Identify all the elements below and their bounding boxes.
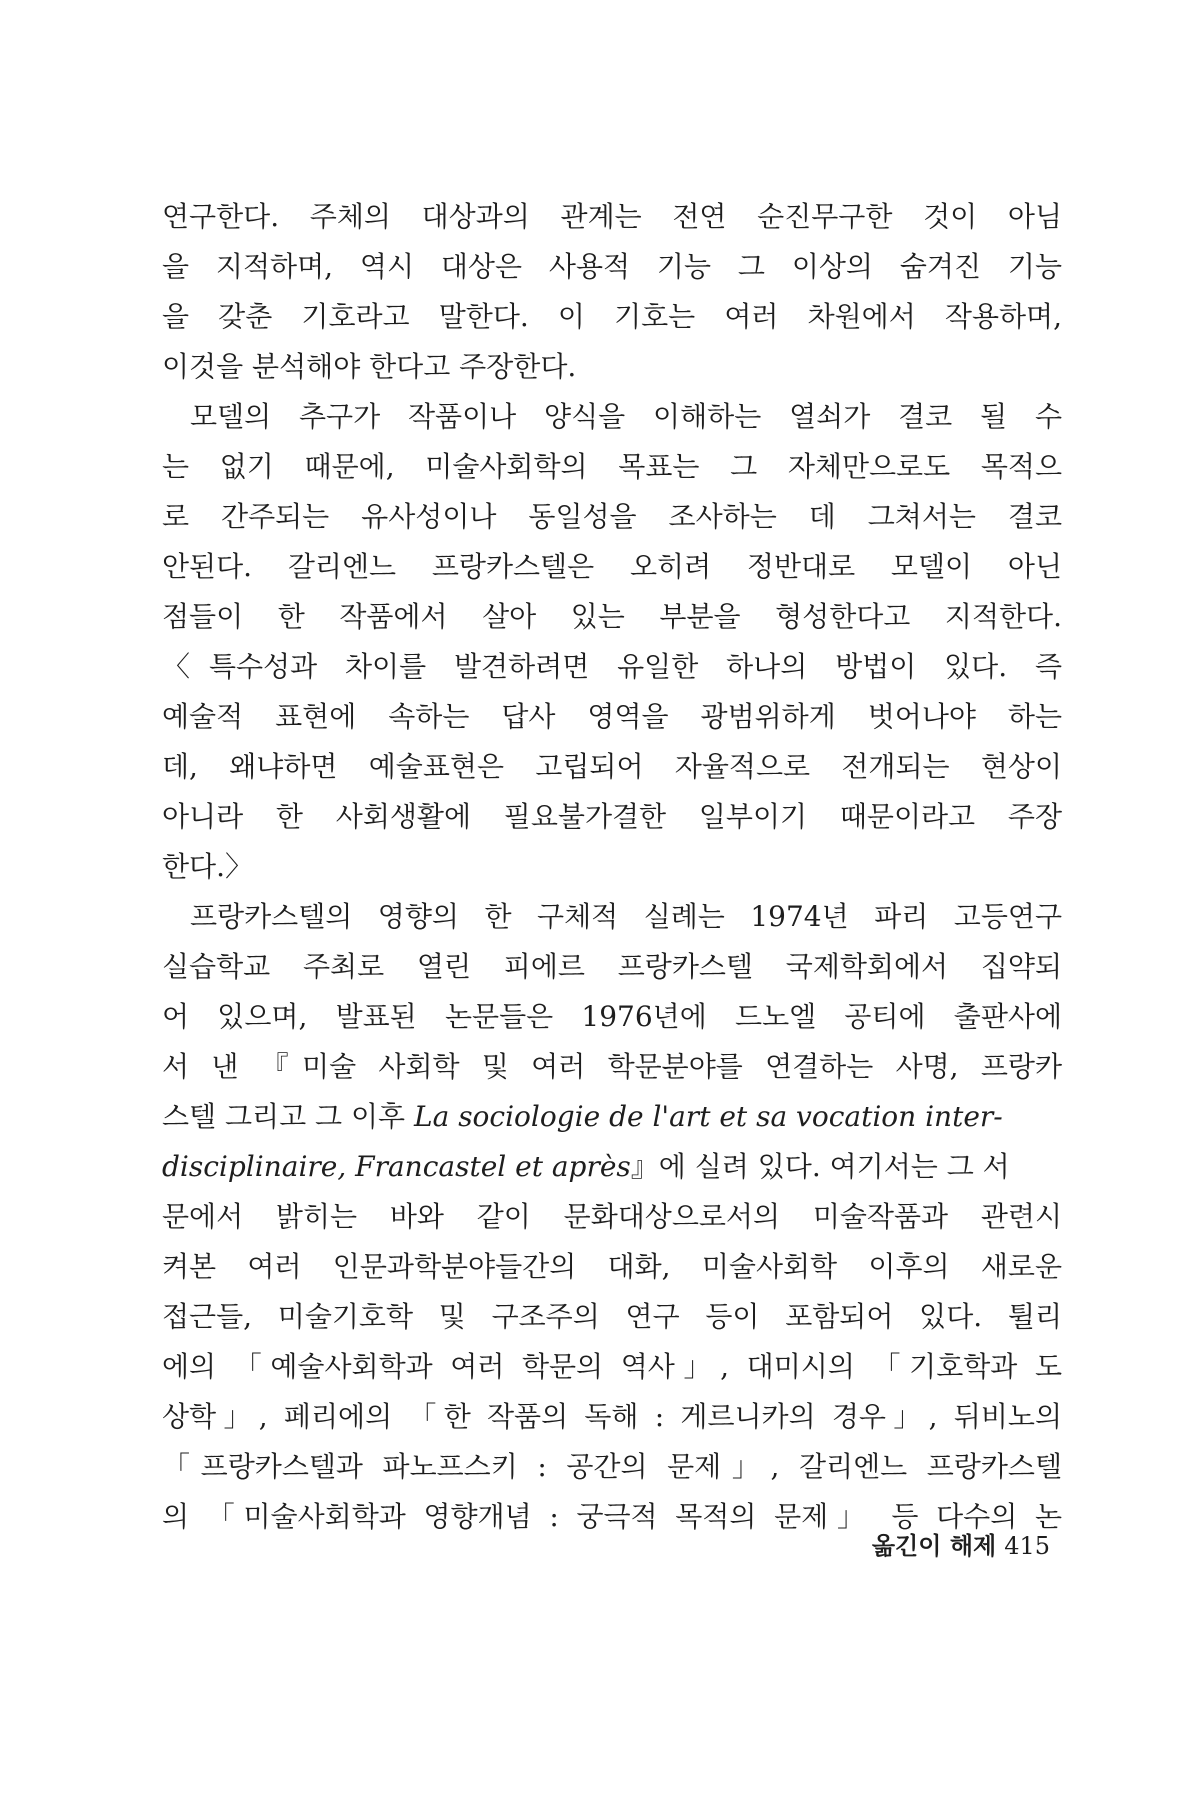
- text-line: 서 낸 『미술 사회학 및 여러 학문분야를 연결하는 사명, 프랑카: [162, 1050, 1062, 1083]
- text-line: 에의 「예술사회학과 여러 학문의 역사」, 대미시의 「기호학과 도: [162, 1350, 1062, 1383]
- text-segment: 』에 실려 있다. 여기서는 그 서: [630, 1150, 1010, 1183]
- quote-start-line: 〈특수성과 차이를 발견하려면 유일한 하나의 방법이 있다. 즉: [162, 650, 1062, 683]
- text-line: 로 간주되는 유사성이나 동일성을 조사하는 데 그쳐서는 결코: [162, 500, 1062, 533]
- text-line: 「프랑카스텔과 파노프스키 : 공간의 문제」, 갈리엔느 프랑카스텔: [162, 1450, 1062, 1483]
- text-line: 문에서 밝히는 바와 같이 문화대상으로서의 미술작품과 관련시: [162, 1200, 1062, 1233]
- text-line: 의 「미술사회학과 영향개념 : 궁극적 목적의 문제」 등 다수의 논: [162, 1500, 1062, 1533]
- text-line: 안된다. 갈리엔느 프랑카스텔은 오히려 정반대로 모델이 아닌: [162, 550, 1062, 583]
- text-line: 는 없기 때문에, 미술사회학의 목표는 그 자체만으로도 목적으: [162, 450, 1062, 483]
- text-line: 켜본 여러 인문과학분야들간의 대화, 미술사회학 이후의 새로운: [162, 1250, 1062, 1283]
- page-footer: [760, 1526, 1050, 1561]
- text-line: 을 지적하며, 역시 대상은 사용적 기능 그 이상의 숨겨진 기능: [162, 250, 1062, 283]
- french-title-part1: La sociologie de l'art et sa vocation inter-: [414, 1100, 1003, 1133]
- text-line: 예술적 표현에 속하는 답사 영역을 광범위하게 벗어나야 하는: [162, 700, 1062, 733]
- french-title-part2: disciplinaire, Francastel et après: [162, 1150, 631, 1183]
- text-line: 점들이 한 작품에서 살아 있는 부분을 형성한다고 지적한다.: [162, 600, 1062, 633]
- text-line: 한다.〉: [162, 850, 253, 883]
- text-line: 연구한다. 주체의 대상과의 관계는 전연 순진무구한 것이 아님: [162, 200, 1062, 233]
- paragraph-start-line: 모델의 추구가 작품이나 양식을 이해하는 열쇠가 결코 될 수: [190, 400, 1062, 433]
- text-line: 이것을 분석해야 한다고 주장한다.: [162, 350, 577, 383]
- text-line-mixed: [162, 1092, 1062, 1142]
- text-line: 아니라 한 사회생활에 필요불가결한 일부이기 때문이라고 주장: [162, 800, 1062, 833]
- text-line: 상학」, 페리에의 「한 작품의 독해 : 게르니카의 경우」, 뒤비노의: [162, 1400, 1062, 1433]
- text-line: 실습학교 주최로 열린 피에르 프랑카스텔 국제학회에서 집약되: [162, 950, 1062, 983]
- body-text: [162, 192, 1062, 1542]
- text-line: 어 있으며, 발표된 논문들은 1976년에 드노엘 공티에 출판사에: [162, 1000, 1062, 1033]
- text-line-mixed: [162, 1142, 1062, 1192]
- text-line: 을 갖춘 기호라고 말한다. 이 기호는 여러 차원에서 작용하며,: [162, 300, 1062, 333]
- paragraph-start-line: 프랑카스텔의 영향의 한 구체적 실례는 1974년 파리 고등연구: [190, 900, 1062, 933]
- page-number: 415: [1004, 1532, 1050, 1560]
- text-segment: 스텔 그리고 그 이후: [162, 1100, 414, 1133]
- text-line: 접근들, 미술기호학 및 구조주의 연구 등이 포함되어 있다. 튈리: [162, 1300, 1062, 1333]
- text-line: 데, 왜냐하면 예술표현은 고립되어 자율적으로 전개되는 현상이: [162, 750, 1062, 783]
- running-head: 옮긴이 해제: [871, 1531, 997, 1560]
